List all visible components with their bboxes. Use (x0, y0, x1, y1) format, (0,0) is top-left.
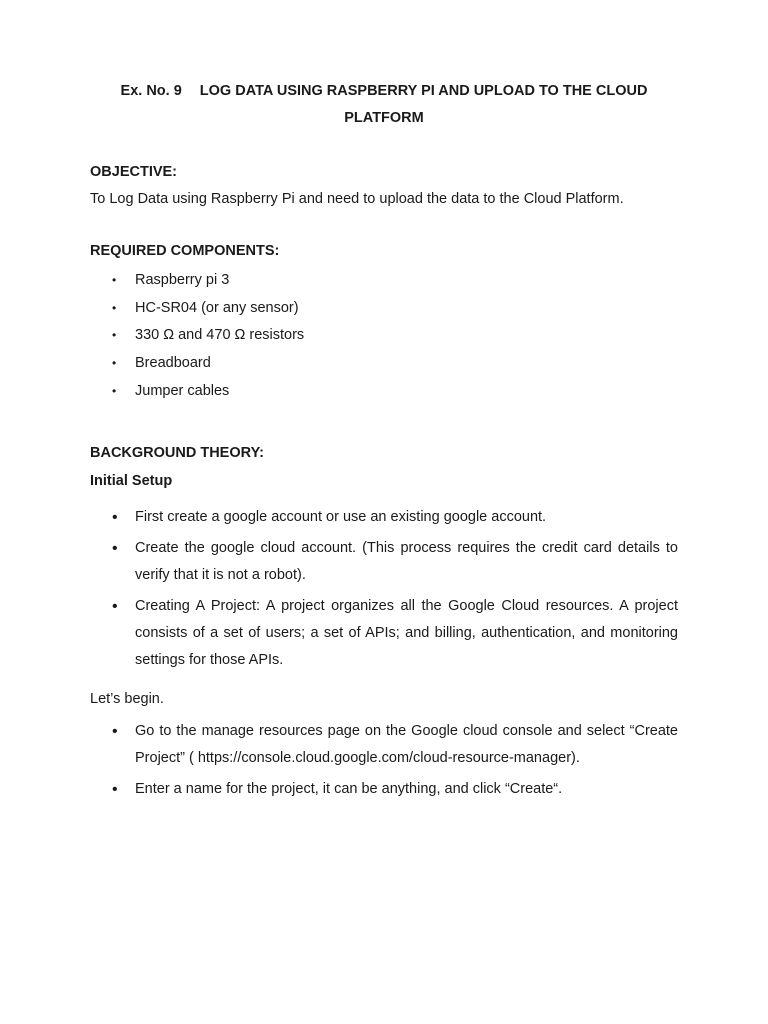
bullet-icon: • (112, 540, 118, 557)
bullet-icon: • (112, 598, 118, 615)
setup-list (90, 504, 678, 674)
list-item: • 330 Ω and 470 Ω resistors (112, 327, 305, 344)
begin-list (90, 718, 678, 803)
list-item: • First create a google account or use an existing google account. (90, 504, 678, 531)
begin-section (90, 689, 678, 807)
list-item: • Raspberry pi 3 (112, 272, 230, 288)
list-item: • Creating A Project: A project organizes all the Google Cloud resources. A project consists of a set of users; a set of APIs; and billing, authentication, and monitoring settings for those APIs. (90, 593, 678, 674)
initial-setup-subheading: Initial Setup (90, 473, 173, 489)
objective-heading: OBJECTIVE: (90, 164, 178, 180)
bullet-icon: • (112, 328, 117, 343)
list-item: • HC-SR04 (or any sensor) (112, 299, 299, 316)
begin-text: Let’s begin. (90, 691, 164, 707)
bullet-icon: • (112, 300, 117, 315)
title-text-line-2: PLATFORM (344, 110, 424, 126)
bullet-icon: • (112, 509, 118, 526)
title-line-1 (90, 78, 678, 105)
bullet-icon: • (112, 273, 117, 287)
bullet-icon: • (112, 723, 118, 740)
components-section (90, 241, 678, 408)
title-text-line-1: LOG DATA USING RASPBERRY PI AND UPLOAD TO THE CLOUD (199, 83, 648, 99)
list-item: • Go to the manage resources page on the Google cloud console and select “Create Project” ( https://console.cloud.google.com/cloud-resource-manager). (90, 718, 678, 772)
bullet-icon: • (112, 356, 117, 371)
list-item: • Breadboard (112, 355, 211, 372)
bullet-icon: • (112, 383, 117, 398)
components-heading: REQUIRED COMPONENTS: (90, 243, 280, 259)
list-item: • Create the google cloud account. (This process requires the credit card details to verify that it is not a robot). (90, 535, 678, 589)
bullet-icon: • (112, 781, 118, 798)
components-list (90, 270, 678, 408)
list-item: • Enter a name for the project, it can be anything, and click “Create“. (90, 776, 678, 803)
background-heading: BACKGROUND THEORY: (90, 445, 264, 461)
exercise-number: Ex. No. 9 (120, 83, 182, 99)
background-section (90, 443, 678, 678)
objective-text: To Log Data using Raspberry Pi and need to upload the data to the Cloud Platform. (90, 191, 624, 207)
document-title (90, 78, 678, 132)
list-item: • Jumper cables (112, 382, 230, 399)
objective-section (90, 162, 678, 209)
